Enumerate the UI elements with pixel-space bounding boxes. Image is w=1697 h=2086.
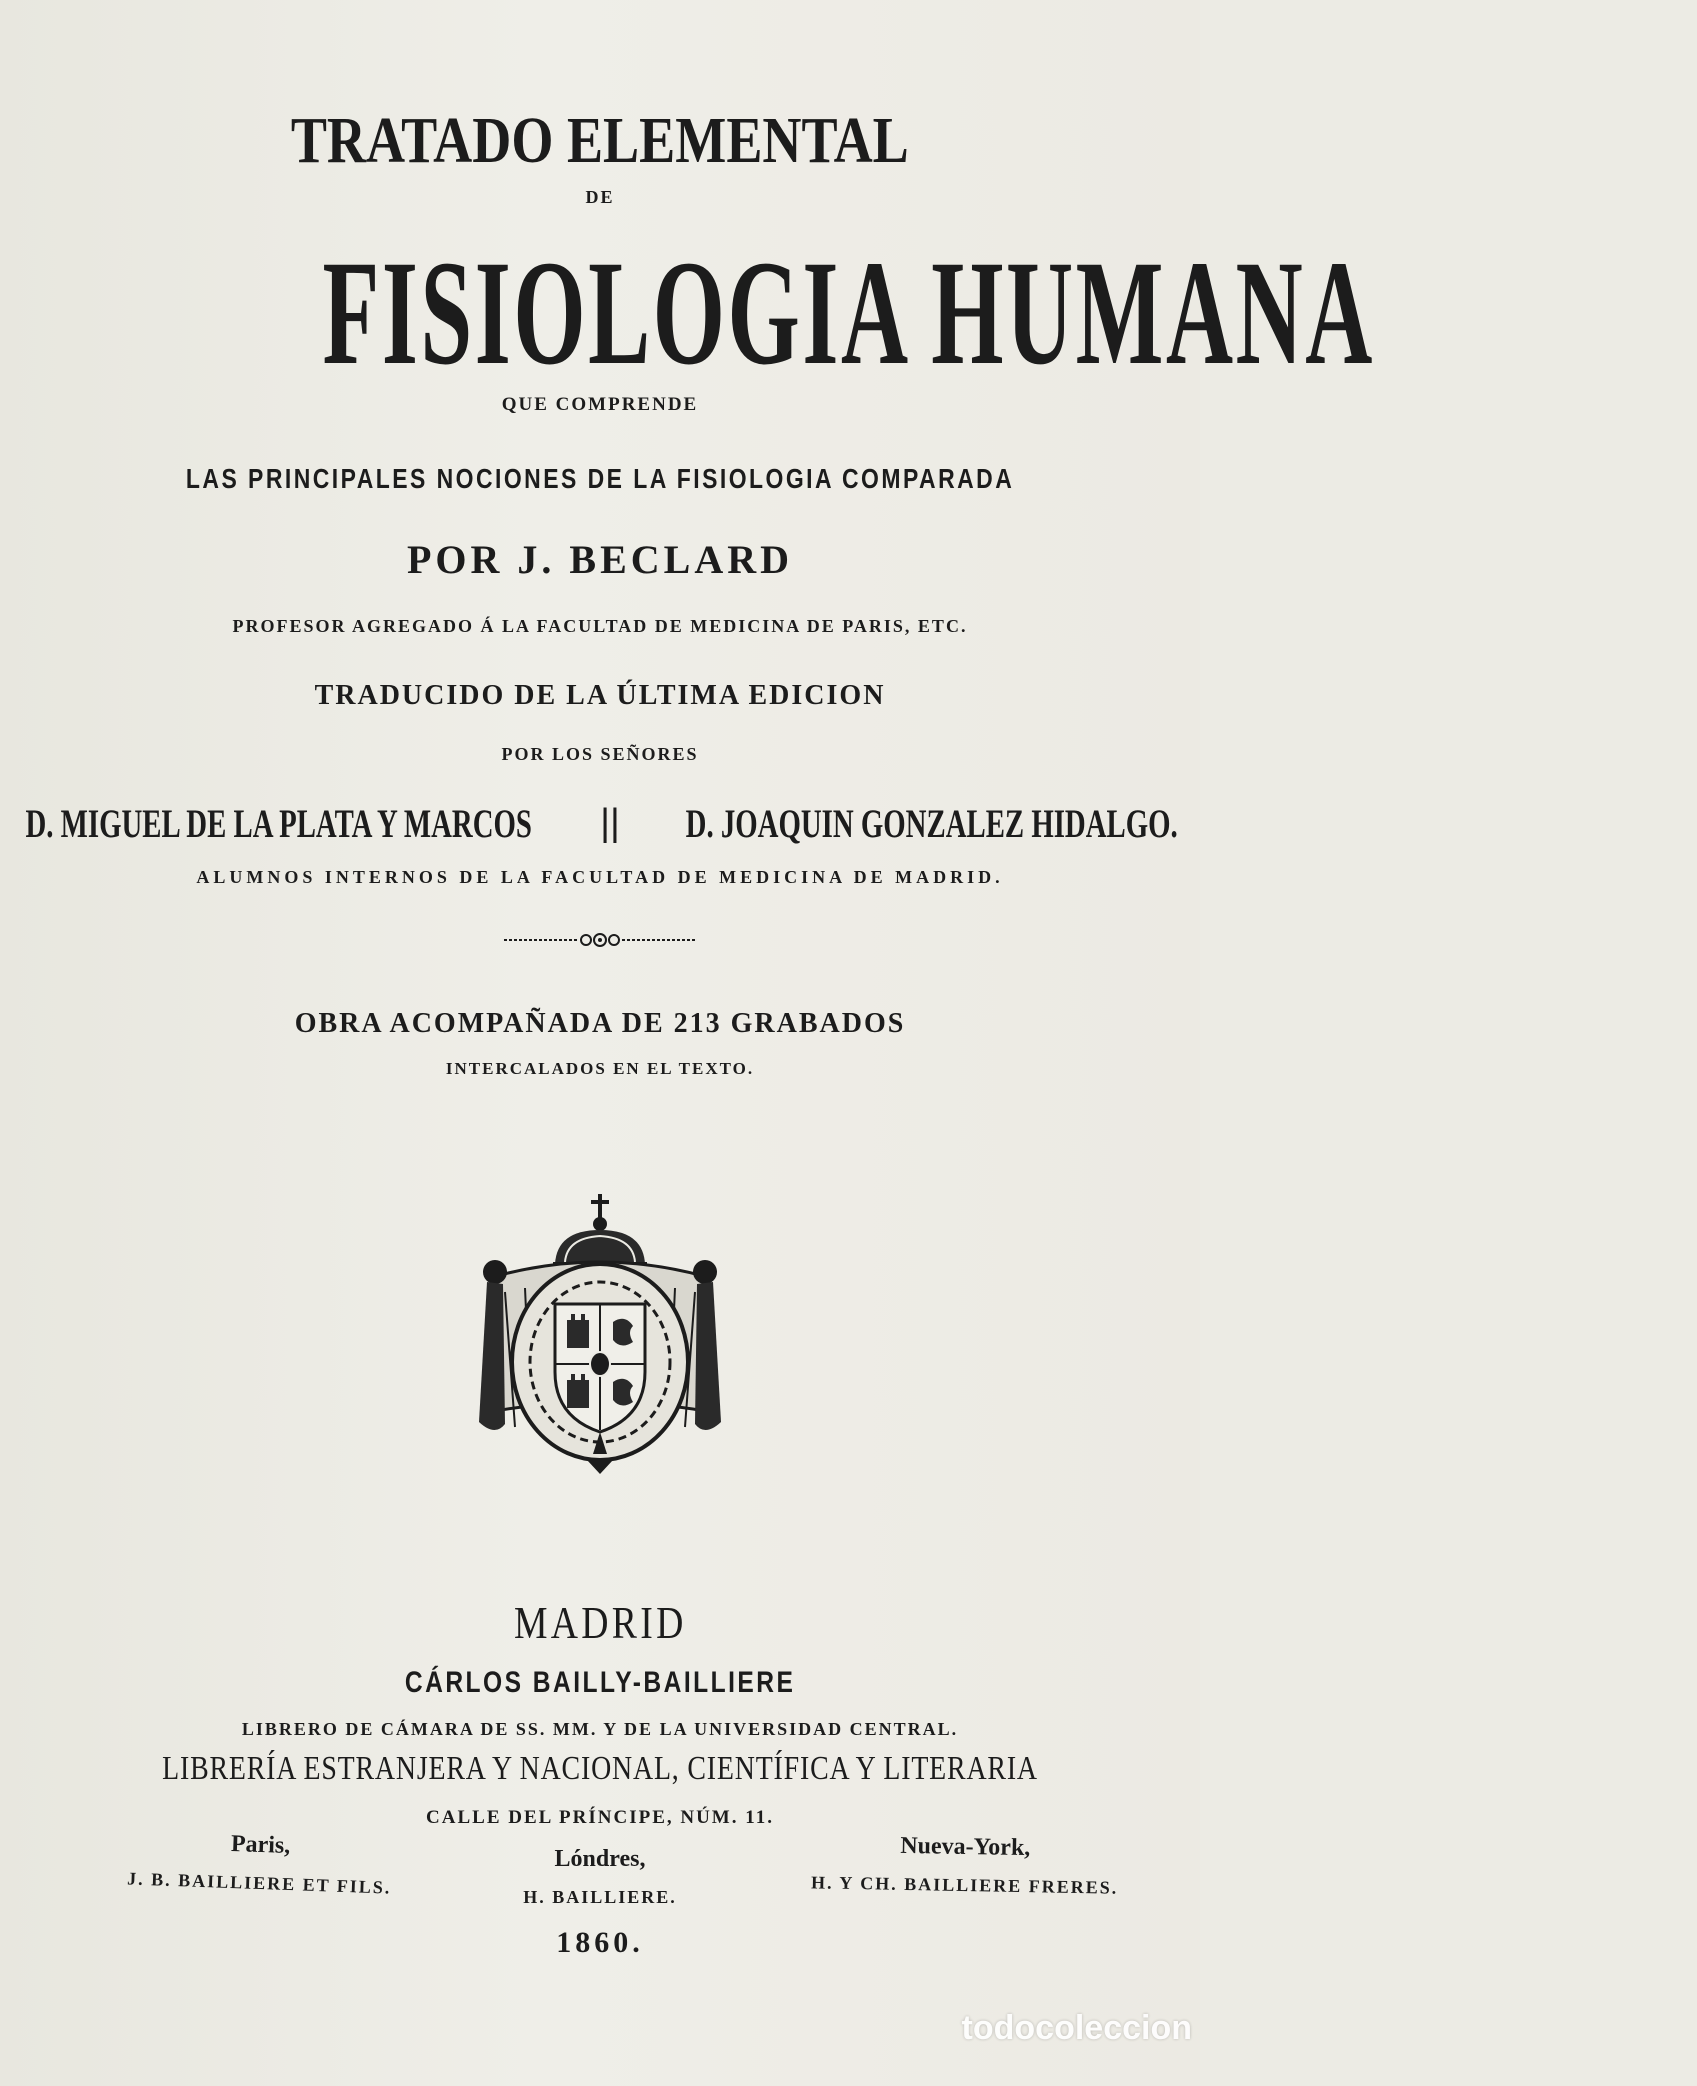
publication-year: 1860. — [556, 1926, 644, 1959]
author: POR J. BECLARD — [406, 537, 794, 582]
watermark: todocoleccion — [961, 2009, 1192, 2047]
imprint-city: MADRID — [513, 1597, 687, 1648]
title-de: DE — [585, 187, 615, 207]
branch-new-york — [779, 1831, 1150, 1899]
translators-role: ALUMNOS INTERNOS DE LA FACULTAD DE MEDICINA DE MADRID. — [196, 867, 1004, 887]
translator-1: D. MIGUEL DE LA PLATA Y MARCOS — [25, 801, 532, 846]
translators — [25, 800, 1178, 847]
work-line: OBRA ACOMPAÑADA DE 213 GRABADOS — [294, 1008, 906, 1039]
publisher: CÁRLOS BAILLY-BAILLIERE — [404, 1666, 796, 1699]
ornament-divider-icon — [500, 925, 700, 955]
translator-separator: || — [600, 802, 620, 844]
translated-line: TRADUCIDO DE LA ÚLTIMA EDICION — [314, 680, 886, 711]
branch-city: Lóndres, — [554, 1846, 646, 1872]
author-role: PROFESOR AGREGADO Á LA FACULTAD DE MEDICINA DE PARIS, ETC. — [232, 616, 968, 636]
branch-london — [470, 1846, 730, 1908]
branch-firm: J. B. BAILLIERE ET FILS. — [126, 1868, 392, 1898]
title-line-1: TRATADO ELEMENTAL — [291, 104, 909, 177]
bookshop: LIBRERÍA ESTRANJERA Y NACIONAL, CIENTÍFICA Y LITERARIA — [162, 1750, 1038, 1787]
translators-intro: POR LOS SEÑORES — [501, 744, 699, 764]
address: CALLE DEL PRÍNCIPE, NÚM. 11. — [426, 1807, 774, 1828]
work-note: INTERCALADOS EN EL TEXTO. — [445, 1059, 755, 1078]
royal-coat-of-arms-icon — [475, 1192, 725, 1477]
branch-paris — [79, 1826, 441, 1901]
branch-firm: H. Y CH. BAILLIERE FRERES. — [810, 1872, 1119, 1898]
que-comprende: QUE COMPRENDE — [501, 394, 699, 415]
translator-2: D. JOAQUIN GONZALEZ HIDALGO. — [685, 801, 1178, 846]
branch-city: Nueva-York, — [900, 1832, 1031, 1862]
branch-firm: H. BAILLIERE. — [523, 1887, 677, 1907]
subtitle: LAS PRINCIPALES NOCIONES DE LA FISIOLOGIA COMPARADA — [185, 463, 1015, 494]
branch-city: Paris, — [230, 1830, 291, 1860]
main-title: FISIOLOGIA HUMANA — [322, 230, 1375, 396]
publisher-role: LIBRERO DE CÁMARA DE SS. MM. Y DE LA UNIVERSIDAD CENTRAL. — [241, 1719, 959, 1739]
